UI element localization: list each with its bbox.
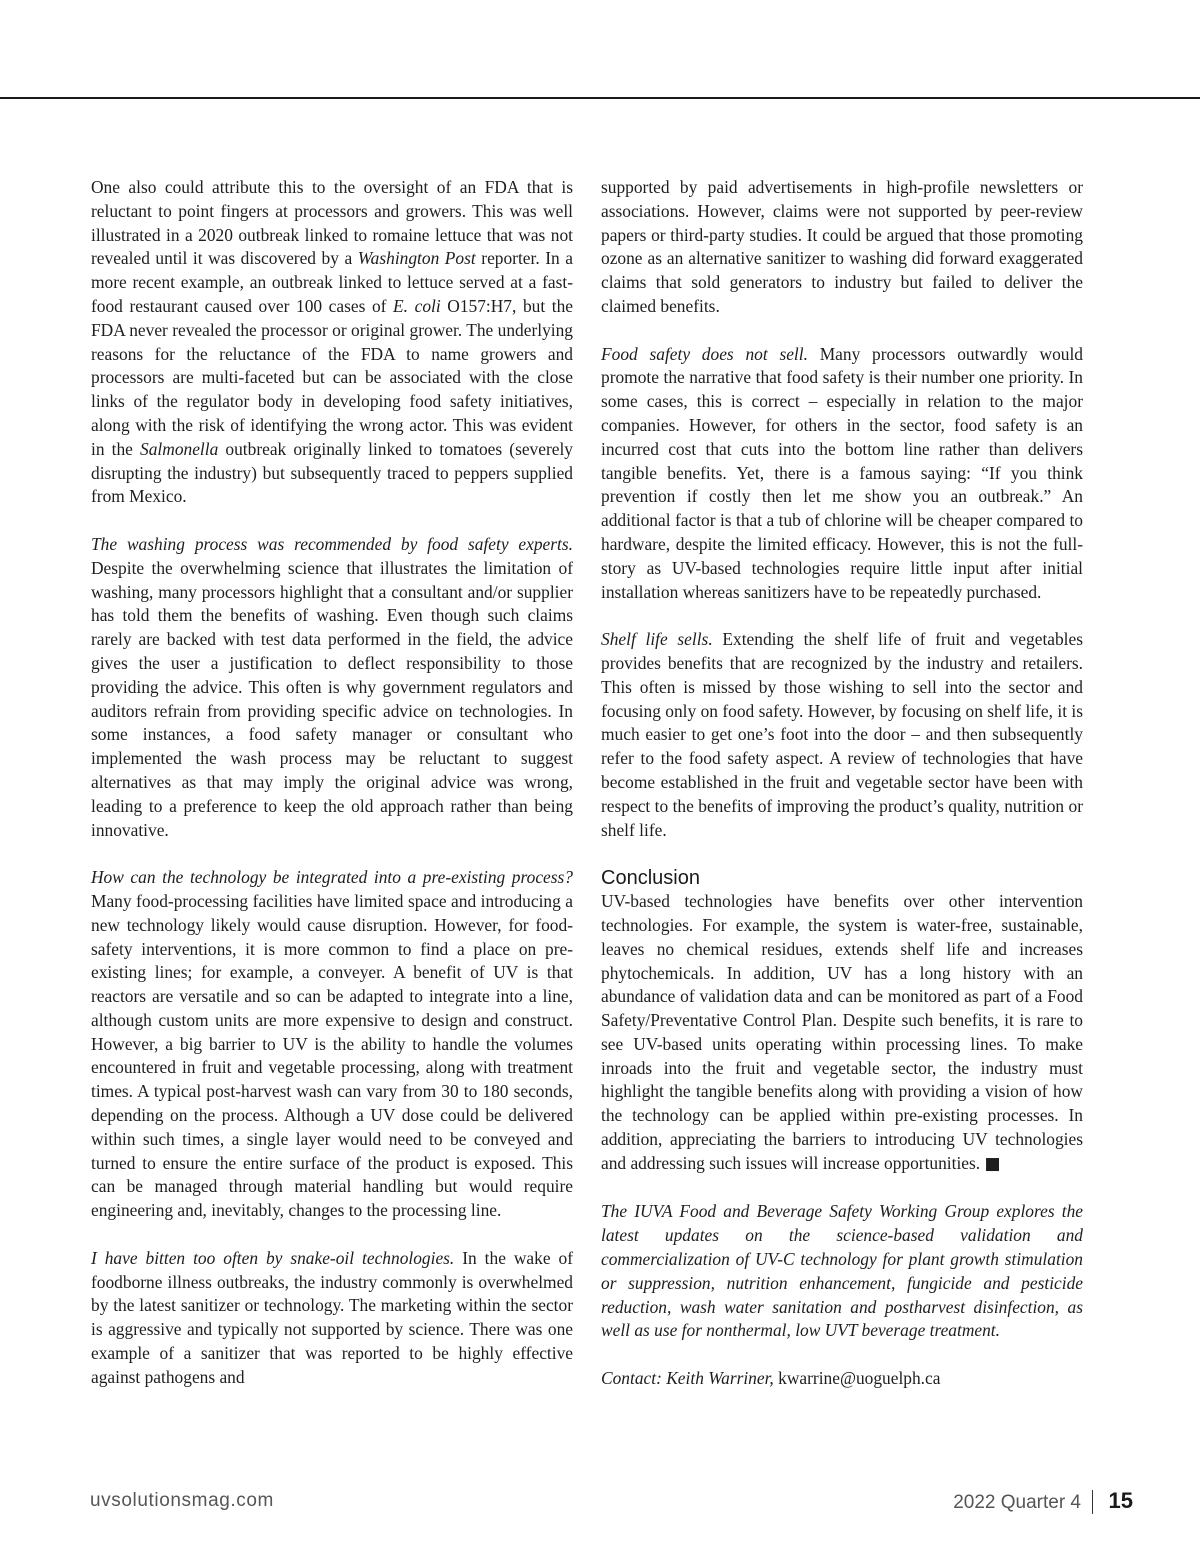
footer-divider	[1092, 1490, 1094, 1514]
paragraph-food-safety-not-sell: Food safety does not sell. Many processors outwardly would promote the narrative that food safety is their number one priority. In some cases, this is correct – especially in relation to the major companies. However, for others in the sector, food safety is an incurred cost that cuts into the bottom line rather than delivers tangible benefits. Yet, there is a famous saying: “If you think prevention if costly then let me show you an outbreak.” An additional factor is that a tub of chlorine will be cheaper compared to hardware, despite the limited efficacy. However, this is not the full-story as UV-based technologies require little input after initial installation whereas sanitizers have to be repeatedly purchased.	[601, 343, 1083, 602]
paragraph-snake-oil: I have bitten too often by snake-oil technologies. In the wake of foodborne illness outbreaks, the industry commonly is overwhelmed by the latest sanitizer or technology. The marketing within the sector is aggressive and typically not supported by science. There was one example of a sanitizer that was reported to be highly effective against pathogens and	[91, 1247, 573, 1387]
paragraph-conclusion: UV-based technologies have benefits over other intervention technologies. For example, the system is water-free, sustainable, leaves no chemical residues, extends shelf life and increases phytochemicals. In addition, UV has a long history with an abundance of validation data and can be monitored as part of a Food Safety/Preventative Control Plan. Despite such benefits, it is rare to see UV-based units operating within processing lines. To make inroads into the fruit and vegetable sector, the industry must highlight the tangible benefits along with providing a vision of how the technology can be applied within pre-existing processes. In addition, appreciating the barriers to introducing UV technologies and addressing such issues will increase opportunities. ■	[601, 891, 1083, 1174]
end-of-article-icon: ■	[984, 1153, 1001, 1174]
contact-label: Contact: Keith Warriner,	[601, 1368, 774, 1389]
paragraph-lead: Shelf life sells.	[601, 629, 713, 650]
footer-website: uvsolutionsmag.com	[90, 1490, 274, 1511]
footer-issue: 2022 Quarter 4	[953, 1492, 1081, 1513]
contact-email: kwarrine@uoguelph.ca	[773, 1368, 941, 1389]
paragraph-washing-process: The washing process was recommended by food safety experts. Despite the overwhelming science that illustrates the limitation of washing, many processors highlight that a consultant and/or supplier has told them the benefits of washing. Even though such claims rarely are backed with test data performed in the field, the advice gives the user a justification to deflect responsibility to those providing the advice. This often is why government regulators and auditors refrain from providing specific advice on technologies. In some instances, a food safety manager or consultant who implemented the wash process may be reluctant to suggest alternatives as that may imply the original advice was wrong, leading to a preference to keep the old approach rather than being innovative.	[91, 533, 573, 840]
right-column	[601, 176, 1083, 1391]
paragraph-shelf-life: Shelf life sells. Extending the shelf life of fruit and vegetables provides benefits that are recognized by the industry and retailers. This often is missed by those wishing to sell into the sector and focusing only on food safety. However, by focusing on shelf life, it is much easier to get one’s foot into the door – and then subsequently refer to the food safety aspect. A review of technologies that have become established in the fruit and vegetable sector have been with respect to the benefits of improving the product’s quality, nutrition or shelf life.	[601, 629, 1084, 840]
organism-name: Salmonella	[140, 438, 219, 459]
paragraph-integration: How can the technology be integrated into a pre-existing process? Many food-processing facilities have limited space and introducing a new technology likely would cause disruption. However, for food-safety interventions, it is more common to find a place on pre-existing lines; for example, a conveyer. A benefit of UV is that reactors are versatile and so can be adapted to integrate into a line, although custom units are more expensive to design and construct. However, a big barrier to UV is the ability to handle the volumes encountered in fruit and vegetable processing, along with treatment times. A typical post-harvest wash can vary from 30 to 180 seconds, depending on the process. Although a UV dose could be delivered within such times, a single layer would need to be conveyed and turned to ensure the entire surface of the product is exposed. This can be managed through material handling but would require engineering and, inevitably, changes to the processing line.	[91, 867, 573, 1221]
conclusion-heading: Conclusion	[601, 867, 700, 890]
publication-name: Washington Post	[357, 248, 476, 269]
working-group-note: The IUVA Food and Beverage Safety Working Group explores the latest updates on the science-based validation and commercialization of UV-C technology for plant growth stimulation or suppression, nutrition enhancement, fungicide and pesticide reduction, wash water sanitation and postharvest disinfection, as well as use for nonthermal, low UVT beverage treatment.	[601, 1201, 1083, 1341]
paragraph-lead: How can the technology be integrated into a pre-existing process?	[91, 867, 573, 888]
paragraph-lead: Food safety does not sell.	[601, 343, 808, 364]
paragraph-lead: The washing process was recommended by food safety experts.	[91, 533, 573, 554]
paragraph-fda-oversight: One also could attribute this to the oversight of an FDA that is reluctant to point fingers at processors and growers. This was well illustrated in a 2020 outbreak linked to romaine lettuce that was not revealed until it was discovered by a Washington Post reporter. In a more recent example, an outbreak linked to lettuce served at a fast-food restaurant caused over 100 cases of E. coli O157:H7, but the FDA never revealed the processor or original grower. The underlying reasons for the reluctance of the FDA to name growers and processors are multi-faceted but can be associated with the close links of the regulator body in developing food safety initiatives, along with the risk of identifying the wrong actor. This was evident in the Salmonella outbreak originally linked to tomatoes (severely disrupting the industry) but subsequently traced to peppers supplied from Mexico.	[91, 177, 574, 507]
page-number: 15	[1108, 1488, 1133, 1513]
paragraph-ozone-claims: supported by paid advertisements in high-profile newsletters or associations. However, claims were not supported by peer-review papers or third-party studies. It could be argued that those promoting ozone as an alternative sanitizer to washing did forward exaggerated claims that sold generators to industry but failed to deliver the claimed benefits.	[601, 177, 1083, 316]
contact-line	[601, 1367, 1083, 1391]
left-column	[91, 176, 573, 1390]
paragraph-lead: I have bitten too often by snake-oil technologies.	[91, 1247, 455, 1268]
page-footer	[90, 1488, 1133, 1518]
header-rule	[0, 97, 1200, 99]
organism-name: E. coli	[393, 295, 441, 316]
